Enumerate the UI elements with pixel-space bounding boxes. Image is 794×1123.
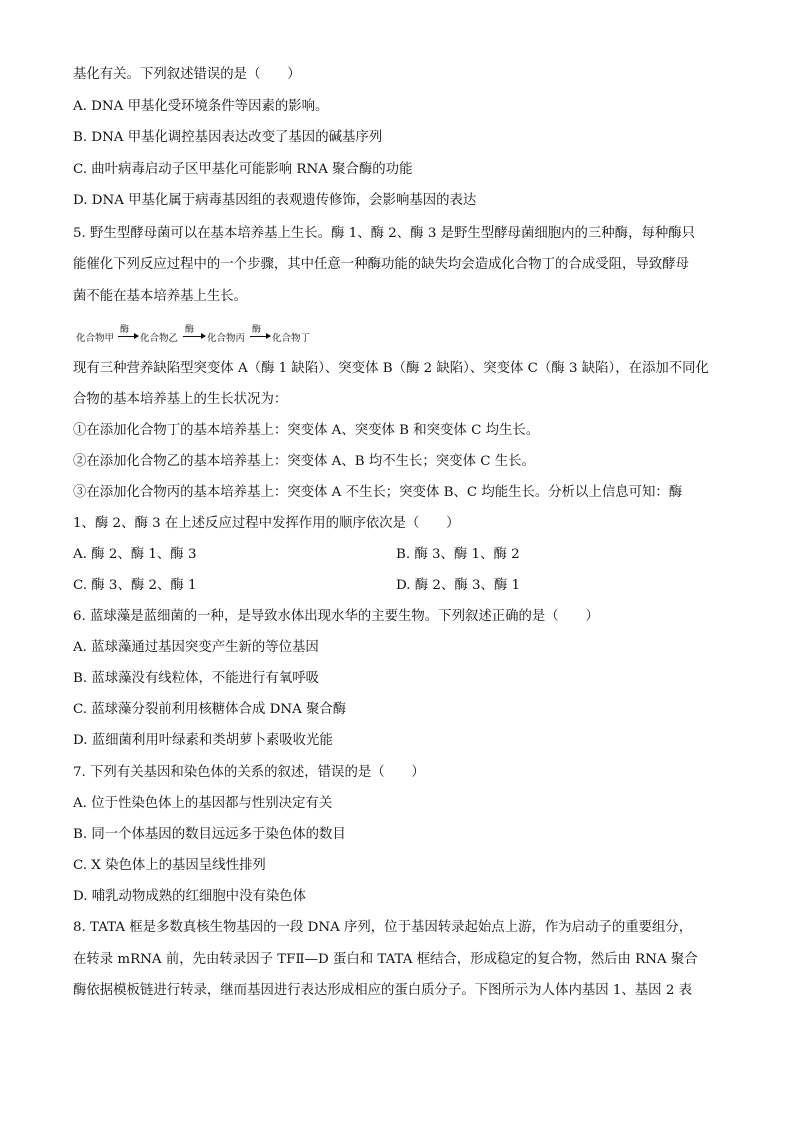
q5-option-d: D. 酶 2、酶 3、酶 1 — [396, 578, 521, 593]
q6-option-b: B. 蓝球藻没有线粒体，不能进行有氧呼吸 — [73, 671, 319, 686]
q8-stem-line-3: 酶依据模板链进行转录，继而基因进行表达形成相应的蛋白质分子。下图所示为人体内基因 1、基因 2 表 — [73, 983, 692, 998]
enzyme-label-1: 酶 — [120, 325, 130, 335]
q4-stem-tail: 基化有关。下列叙述错误的是（ ） — [73, 67, 301, 82]
q5-condition-3: ③在添加化合物丙的基本培养基上：突变体 A 不生长；突变体 B、C 均能生长。分析以上信息可知：酶 — [73, 485, 683, 500]
q8-stem-line-2: 在转录 mRNA 前，先由转录因子 TFⅡ—D 蛋白和 TATA 框结合，形成稳定的复合物，然后由 RNA 聚合 — [73, 952, 698, 967]
q5-option-c: C. 酶 3、酶 2、酶 1 — [73, 578, 197, 593]
arrow-2 — [183, 336, 205, 337]
q5-condition-2: ②在添加化合物乙的基本培养基上：突变体 A、B 均不生长；突变体 C 生长。 — [73, 454, 535, 469]
q7-stem: 7. 下列有关基因和染色体的关系的叙述，错误的是（ ） — [73, 765, 425, 780]
q8-stem-line-1: 8. TATA 框是多数真核生物基因的一段 DNA 序列，位于基因转录起始点上游，作为启动子的重要组分， — [73, 920, 693, 935]
q5-stem-line-3: 菌不能在基本培养基上生长。 — [73, 289, 248, 304]
q7-option-d: D. 哺乳动物成熟的红细胞中没有染色体 — [73, 889, 307, 904]
enzyme-label-2: 酶 — [185, 325, 195, 335]
q5-mutants-line-2: 合物的基本培养基上的生长状况为： — [73, 392, 288, 407]
compound-d: 化合物丁 — [272, 333, 311, 344]
q6-option-d: D. 蓝细菌利用叶绿素和类胡萝卜素吸收光能 — [73, 733, 333, 748]
q5-question: 1、酶 2、酶 3 在上述反应过程中发挥作用的顺序依次是（ ） — [73, 516, 460, 531]
pathway-diagram — [76, 322, 336, 346]
q4-option-b: B. DNA 甲基化调控基因表达改变了基因的碱基序列 — [73, 130, 383, 145]
q5-condition-1: ①在添加化合物丁的基本培养基上：突变体 A、突变体 B 和突变体 C 均生长。 — [73, 423, 540, 438]
q7-option-b: B. 同一个体基因的数目远远多于染色体的数目 — [73, 827, 346, 842]
q4-option-c: C. 曲叶病毒启动子区甲基化可能影响 RNA 聚合酶的功能 — [73, 162, 413, 177]
q5-mutants-line-1: 现有三种营养缺陷型突变体 A（酶 1 缺陷）、突变体 B（酶 2 缺陷）、突变体 C（酶 3 缺陷），在添加不同化 — [73, 361, 709, 376]
arrow-1 — [118, 336, 138, 337]
q5-option-b: B. 酶 3、酶 1、酶 2 — [396, 547, 520, 562]
q6-stem: 6. 蓝球藻是蓝细菌的一种，是导致水体出现水华的主要生物。下列叙述正确的是（ ） — [73, 609, 599, 624]
q7-option-a: A. 位于性染色体上的基因都与性别决定有关 — [73, 796, 333, 811]
compound-b: 化合物乙 — [140, 333, 179, 344]
enzyme-label-3: 酶 — [252, 325, 262, 335]
q4-option-d: D. DNA 甲基化属于病毒基因组的表观遗传修饰，会影响基因的表达 — [73, 193, 477, 208]
q7-option-c: C. X 染色体上的基因呈线性排列 — [73, 858, 266, 873]
arrow-3 — [250, 336, 270, 337]
q4-option-a: A. DNA 甲基化受环境条件等因素的影响。 — [73, 99, 329, 114]
q5-stem-line-1: 5. 野生型酵母菌可以在基本培养基上生长。酶 1、酶 2、酶 3 是野生型酵母菌细胞内的三种酶，每种酶只 — [73, 226, 696, 241]
compound-a: 化合物甲 — [76, 333, 115, 344]
q6-option-a: A. 蓝球藻通过基因突变产生新的等位基因 — [73, 640, 319, 655]
q5-option-a: A. 酶 2、酶 1、酶 3 — [73, 547, 197, 562]
compound-c: 化合物丙 — [207, 333, 246, 344]
q6-option-c: C. 蓝球藻分裂前利用核糖体合成 DNA 聚合酶 — [73, 702, 347, 717]
q5-stem-line-2: 能催化下列反应过程中的一个步骤，其中任意一种酶功能的缺失均会造成化合物丁的合成受阻，导致酵母 — [73, 257, 689, 272]
